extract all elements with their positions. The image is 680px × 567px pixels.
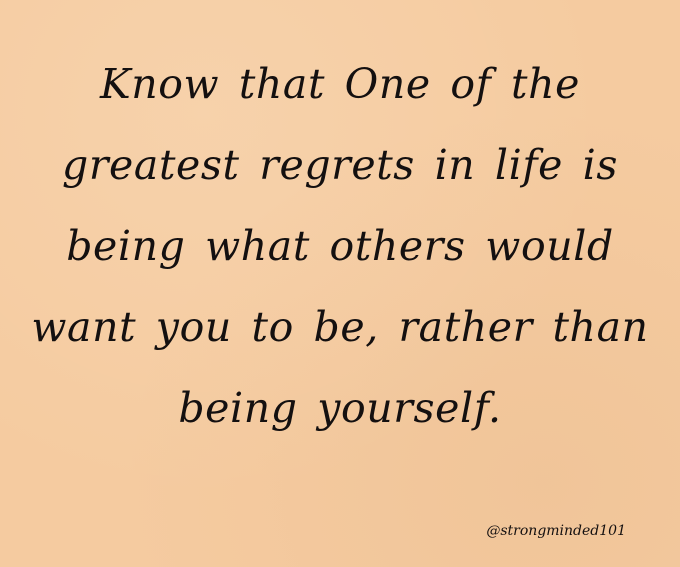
quote-line-4: want you to be, rather than xyxy=(31,303,649,351)
quote-line-2: greatest regrets in life is xyxy=(62,141,618,189)
quote-line-1: Know that One of the xyxy=(99,60,581,108)
author-handle: @strongminded101 xyxy=(486,523,626,539)
quote-line-3: being what others would xyxy=(66,222,614,270)
quote-line-5: being yourself. xyxy=(178,384,502,432)
quote-text xyxy=(0,44,680,449)
